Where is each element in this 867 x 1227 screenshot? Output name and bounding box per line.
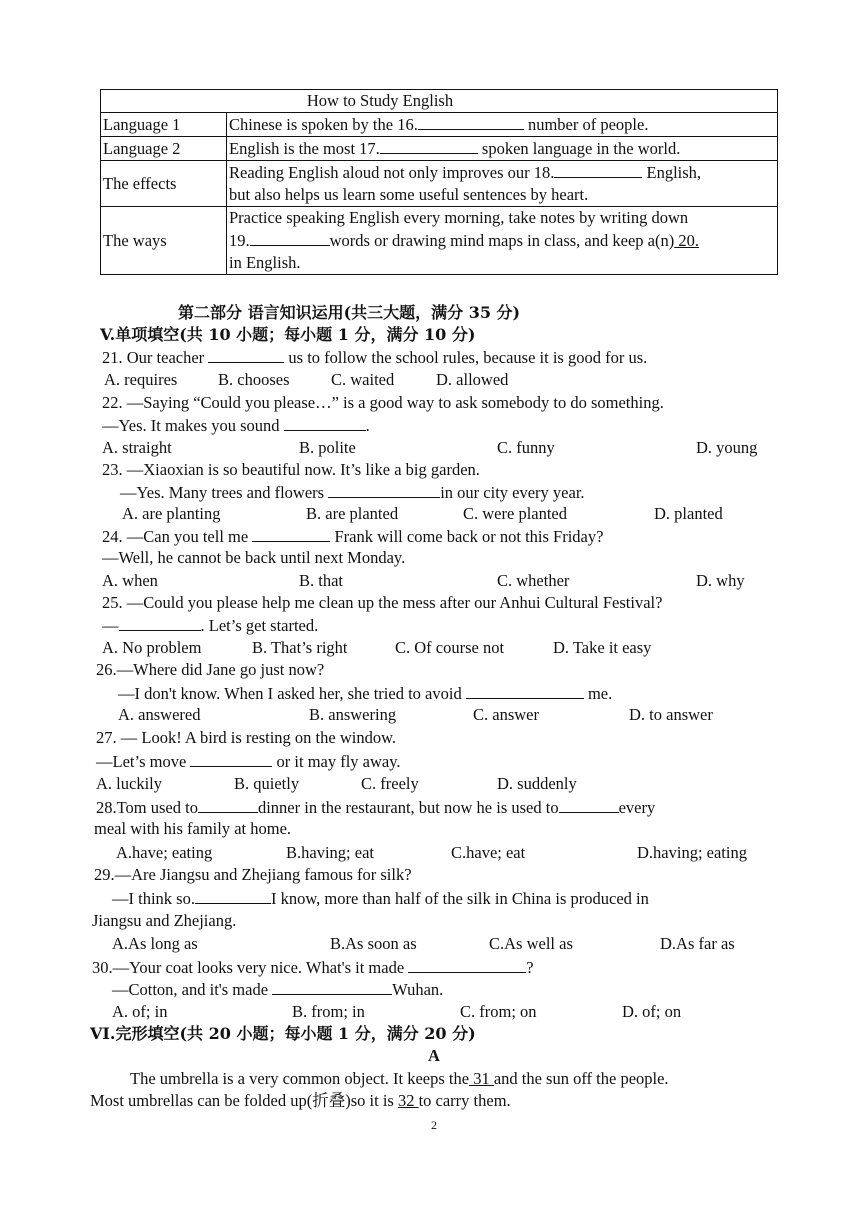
option-24-c[interactable]: C. whether <box>497 571 570 590</box>
option-22-d[interactable]: D. young <box>696 438 758 457</box>
question-30-reply <box>112 978 443 1001</box>
question-27-reply <box>96 750 401 773</box>
question-text: —Yes. Many trees and flowers <box>120 483 329 502</box>
question-text: . <box>365 416 370 435</box>
question-text: —Let’s move <box>96 752 191 771</box>
row-text: English is the most 17. <box>229 139 380 158</box>
question-text: us to follow the school rules, because it is good for us. <box>284 348 648 367</box>
row-label-effects: The effects <box>101 161 227 207</box>
option-23-c[interactable]: C. were planted <box>463 504 568 523</box>
section-six-heading: VI.完形填空(共 20 小题；每小题 1 分，满分 20 分) <box>90 1024 476 1043</box>
option-24-b[interactable]: B. that <box>299 571 343 590</box>
question-25: 25. —Could you please help me clean up the mess after our Anhui Cultural Festival? <box>102 593 663 612</box>
row-text: in English. <box>229 253 301 272</box>
option-27-d[interactable]: D. suddenly <box>497 774 577 793</box>
option-30-a[interactable]: A. of; in <box>112 1002 168 1021</box>
blank-28-2[interactable] <box>559 796 619 813</box>
passage-line-2 <box>90 1090 511 1112</box>
blank-28-1[interactable] <box>198 796 258 813</box>
row-label-language-2: Language 2 <box>101 137 227 161</box>
blank-23[interactable] <box>328 481 440 498</box>
passage-text: and the sun off the people. <box>493 1069 669 1088</box>
question-text: . Let’s get started. <box>200 616 319 635</box>
row-text: Practice speaking English every morning, take notes by writing down <box>229 208 689 227</box>
question-text: me. <box>583 684 613 703</box>
question-29-cont: Jiangsu and Zhejiang. <box>92 911 237 930</box>
question-text: 30.—Your coat looks very nice. What's it made <box>92 958 409 977</box>
option-26-b[interactable]: B. answering <box>309 705 397 724</box>
question-text: — <box>102 616 119 635</box>
blank-22[interactable] <box>284 414 366 431</box>
blank-20[interactable]: 20. <box>674 231 699 250</box>
option-23-d[interactable]: D. planted <box>654 504 723 523</box>
option-29-d[interactable]: D.As far as <box>660 934 735 953</box>
page-number: 2 <box>431 1118 437 1132</box>
blank-30-2[interactable] <box>272 978 392 995</box>
blank-32[interactable]: 32 <box>397 1091 419 1110</box>
option-28-b[interactable]: B.having; eat <box>286 843 374 862</box>
blank-16[interactable] <box>418 113 524 130</box>
passage-label: A <box>428 1046 440 1065</box>
question-22: 22. —Saying “Could you please…” is a good way to ask somebody to do something. <box>102 393 664 412</box>
question-23: 23. —Xiaoxian is so beautiful now. It’s like a big garden. <box>102 460 480 479</box>
blank-25[interactable] <box>119 614 201 631</box>
question-text: Frank will come back or not this Friday? <box>330 527 604 546</box>
question-26-reply <box>118 682 612 705</box>
option-29-c[interactable]: C.As well as <box>489 934 573 953</box>
blank-26[interactable] <box>466 682 584 699</box>
row-text: words or drawing mind maps in class, and keep a(n) <box>329 231 675 250</box>
blank-24[interactable] <box>252 525 330 542</box>
option-22-b[interactable]: B. polite <box>299 438 356 457</box>
blank-29[interactable] <box>195 887 271 904</box>
row-text: number of people. <box>523 115 649 134</box>
option-23-b[interactable]: B. are planted <box>306 504 399 523</box>
passage-text: The umbrella is a very common object. It keeps the <box>130 1069 470 1088</box>
question-text: or it may fly away. <box>272 752 401 771</box>
question-23-reply <box>120 481 585 504</box>
option-23-a[interactable]: A. are planting <box>122 504 221 523</box>
option-28-a[interactable]: A.have; eating <box>116 843 213 862</box>
row-text: Reading English aloud not only improves our 18. <box>229 163 555 182</box>
question-text: —I think so. <box>112 889 195 908</box>
option-30-c[interactable]: C. from; on <box>460 1002 537 1021</box>
question-29: 29.—Are Jiangsu and Zhejiang famous for silk? <box>94 865 412 884</box>
section-five-heading: V.单项填空(共 10 小题；每小题 1 分，满分 10 分) <box>100 325 476 344</box>
question-text: —I don't know. When I asked her, she tried to avoid <box>118 684 466 703</box>
question-28 <box>96 796 655 819</box>
option-26-d[interactable]: D. to answer <box>629 705 713 724</box>
row-effects <box>227 161 778 207</box>
row-text: Chinese is spoken by the 16. <box>229 115 418 134</box>
question-text: dinner in the restaurant, but now he is used to <box>257 798 559 817</box>
option-21-d[interactable]: D. allowed <box>436 370 509 389</box>
blank-30-1[interactable] <box>408 956 526 973</box>
row-text: 19. <box>229 231 250 250</box>
option-22-c[interactable]: C. funny <box>497 438 555 457</box>
blank-18[interactable] <box>554 161 642 178</box>
question-24-reply: —Well, he cannot be back until next Monday. <box>102 548 406 567</box>
option-22-a[interactable]: A. straight <box>102 438 172 457</box>
option-27-b[interactable]: B. quietly <box>234 774 300 793</box>
table-title: How to Study English <box>101 90 778 113</box>
option-21-b[interactable]: B. chooses <box>218 370 290 389</box>
option-25-c[interactable]: C. Of course not <box>395 638 505 657</box>
option-24-d[interactable]: D. why <box>696 571 745 590</box>
question-text: —Cotton, and it's made <box>112 980 273 999</box>
option-25-d[interactable]: D. Take it easy <box>553 638 652 657</box>
option-21-a[interactable]: A. requires <box>104 370 178 389</box>
option-24-a[interactable]: A. when <box>102 571 158 590</box>
row-language-2 <box>227 137 778 161</box>
question-text: ? <box>526 958 534 977</box>
part-two-heading: 第二部分 语言知识运用(共三大题，满分 35 分) <box>178 303 521 322</box>
option-26-c[interactable]: C. answer <box>473 705 539 724</box>
option-25-a[interactable]: A. No problem <box>102 638 202 657</box>
row-language-1 <box>227 113 778 137</box>
passage-text: to carry them. <box>418 1091 511 1110</box>
question-text: 24. —Can you tell me <box>102 527 253 546</box>
question-text: 28.Tom used to <box>96 798 198 817</box>
row-text: but also helps us learn some useful sentences by heart. <box>229 185 589 204</box>
question-text: every <box>618 798 656 817</box>
question-29-reply <box>112 887 649 910</box>
row-label-ways: The ways <box>101 207 227 275</box>
passage-line-1 <box>130 1068 669 1090</box>
row-label-language-1: Language 1 <box>101 113 227 137</box>
question-27: 27. — Look! A bird is resting on the window. <box>96 728 397 747</box>
question-text: I know, more than half of the silk in China is produced in <box>270 889 649 908</box>
option-30-b[interactable]: B. from; in <box>292 1002 365 1021</box>
blank-27[interactable] <box>190 750 272 767</box>
question-24 <box>102 525 603 548</box>
question-22-reply <box>102 414 370 437</box>
question-30 <box>92 956 534 979</box>
option-30-d[interactable]: D. of; on <box>622 1002 682 1021</box>
question-text: Wuhan. <box>392 980 444 999</box>
question-text: —Yes. It makes you sound <box>102 416 284 435</box>
option-28-c[interactable]: C.have; eat <box>451 843 526 862</box>
blank-19[interactable] <box>250 229 330 246</box>
option-28-d[interactable]: D.having; eating <box>637 843 747 862</box>
question-28-cont: meal with his family at home. <box>94 819 292 838</box>
row-ways <box>227 207 778 275</box>
option-29-a[interactable]: A.As long as <box>112 934 198 953</box>
question-26: 26.—Where did Jane go just now? <box>96 660 325 679</box>
question-text: in our city every year. <box>440 483 585 502</box>
row-text: English, <box>642 163 702 182</box>
blank-31[interactable]: 31 <box>469 1069 494 1088</box>
option-27-a[interactable]: A. luckily <box>96 774 162 793</box>
option-29-b[interactable]: B.As soon as <box>330 934 417 953</box>
question-21 <box>102 346 647 369</box>
option-21-c[interactable]: C. waited <box>331 370 395 389</box>
blank-17[interactable] <box>380 137 478 154</box>
row-text: spoken language in the world. <box>477 139 681 158</box>
option-25-b[interactable]: B. That’s right <box>252 638 348 657</box>
option-27-c[interactable]: C. freely <box>361 774 419 793</box>
blank-21[interactable] <box>208 346 284 363</box>
question-text: 21. Our teacher <box>102 348 209 367</box>
question-25-reply <box>102 614 318 637</box>
option-26-a[interactable]: A. answered <box>118 705 201 724</box>
study-english-table <box>100 89 778 275</box>
passage-text: Most umbrellas can be folded up(折叠)so it is <box>90 1091 398 1110</box>
